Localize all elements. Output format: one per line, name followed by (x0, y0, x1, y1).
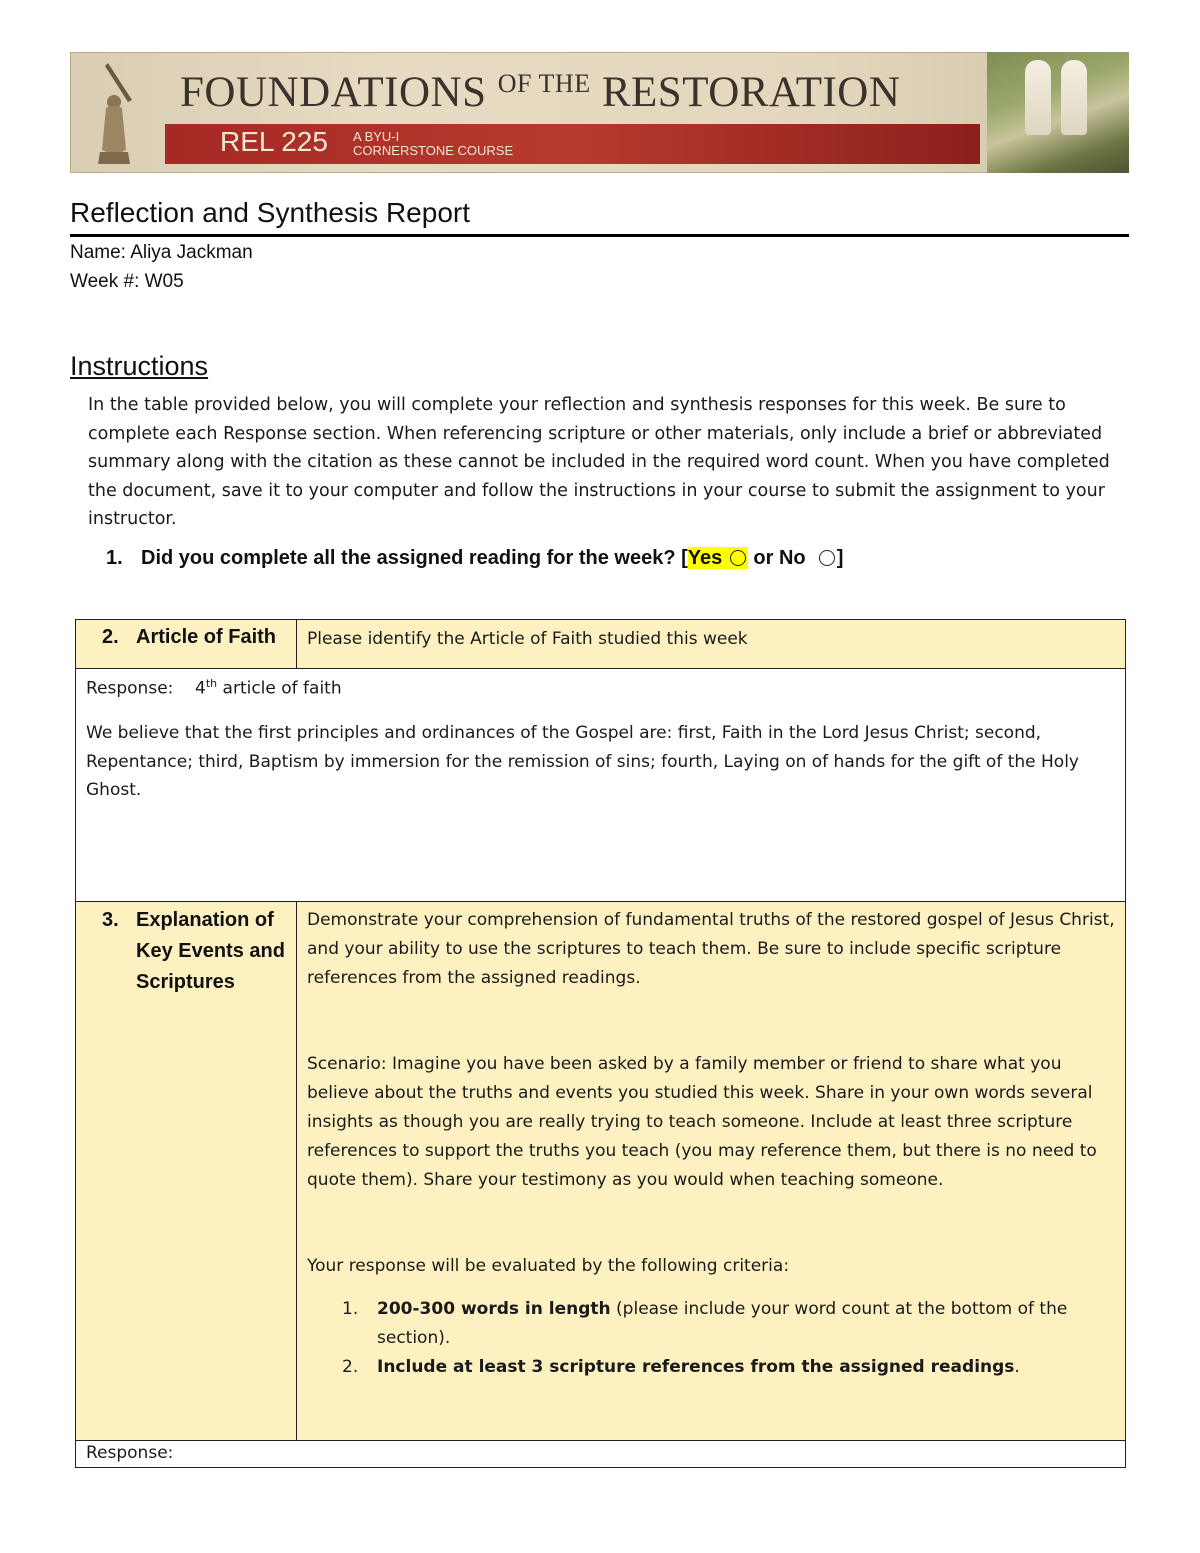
key-events-label-cell: 3. Explanation of Key Events and Scriptures (76, 902, 297, 1441)
key-events-scenario: Scenario: Imagine you have been asked by a family member or friend to share what you believe about the truths and events you studied this week. Share in your own words several insights as though you are really trying to teach someone. Include at least three scripture references to support the truths you teach (you may reference them, but there is no need to quote them). Share your testimony as you would when teaching someone. (307, 1054, 1097, 1190)
course-code: REL 225 (220, 126, 328, 157)
question-number: 1. (106, 547, 123, 569)
title-divider (70, 234, 1129, 237)
banner-artwork (987, 52, 1129, 173)
figure-illustration (1025, 60, 1051, 135)
response-label: Response: (86, 678, 174, 699)
article-of-faith-label: Article of Faith (136, 626, 277, 648)
article-of-faith-prompt-cell (297, 620, 1126, 669)
response-heading: article of faith (222, 678, 342, 699)
close-bracket: ] (836, 547, 844, 569)
key-events-label: Explanation of Key Events and Scriptures (136, 909, 285, 993)
course-banner (70, 52, 1129, 173)
angel-moroni-icon (80, 60, 150, 168)
yes-radio[interactable] (730, 550, 746, 566)
criteria-list (307, 1295, 1115, 1381)
article-of-faith-prompt: Please identify the Article of Faith studied this week (307, 629, 748, 649)
criteria-item: 1. 200-300 words in length (please include your word count at the bottom of the section). (342, 1299, 1068, 1348)
figure-illustration (1061, 60, 1087, 135)
article-of-faith-response-cell[interactable]: Response: 4th article of faith We believe that the first principles and ordinances of the Gospel are: first, Faith in the Lord Jesus Christ; second, Repentance; third, Baptism by immersion for the remission of sins; fourth, Laying on of hands for the gift of the Holy Ghost. (76, 669, 1126, 902)
report-table (75, 619, 1126, 1468)
no-radio[interactable] (819, 550, 835, 566)
criteria-intro: Your response will be evaluated by the following criteria: (307, 1256, 790, 1277)
key-events-prompt-intro: Demonstrate your comprehension of fundamental truths of the restored gospel of Jesus Christ, and your ability to use the scriptures to teach them. Be sure to include specific scripture references from the assigned readings. (307, 910, 1115, 988)
report-title: Reflection and Synthesis Report (70, 197, 470, 228)
no-option-label: or No (753, 547, 806, 569)
week-number: Week #: W05 (70, 271, 184, 292)
question-text: Did you complete all the assigned reading for the week? [ (141, 547, 688, 569)
banner-title: FOUNDATIONS $^{OF THE}$ RESTORATION (180, 69, 901, 116)
student-name: Name: Aliya Jackman (70, 242, 253, 263)
key-events-prompt-cell (297, 902, 1126, 1441)
article-of-faith-answer: We believe that the first principles and ordinances of the Gospel are: first, Faith in the Lord Jesus Christ; second, Repentance; third, Baptism by immersion for the remission of sins; fourth, Laying on of hands for the gift of the Holy Ghost. (86, 723, 1079, 801)
response-label: Response: (86, 1443, 174, 1463)
instructions-heading: Instructions (70, 351, 209, 381)
article-of-faith-label-cell: 2. Article of Faith (76, 620, 297, 669)
key-events-response-cell[interactable] (76, 1441, 1126, 1468)
criteria-item: 2. Include at least 3 scripture references from the assigned readings. (342, 1356, 1020, 1377)
course-subtitle: A BYU-I CORNERSTONE COURSE (353, 129, 514, 158)
instructions-body: In the table provided below, you will complete your reflection and synthesis responses for this week. Be sure to complete each Response section. When referencing scripture or other materials, only include a brief or abbreviated summary along with the citation as these cannot be included in the required word count. When you have completed the document, save it to your computer and follow the instructions in your course to submit the assignment to your instructor. (88, 395, 1110, 529)
question-1 (106, 547, 843, 570)
yes-option[interactable]: Yes (688, 547, 748, 569)
response-ordinal: 4 (195, 678, 206, 699)
